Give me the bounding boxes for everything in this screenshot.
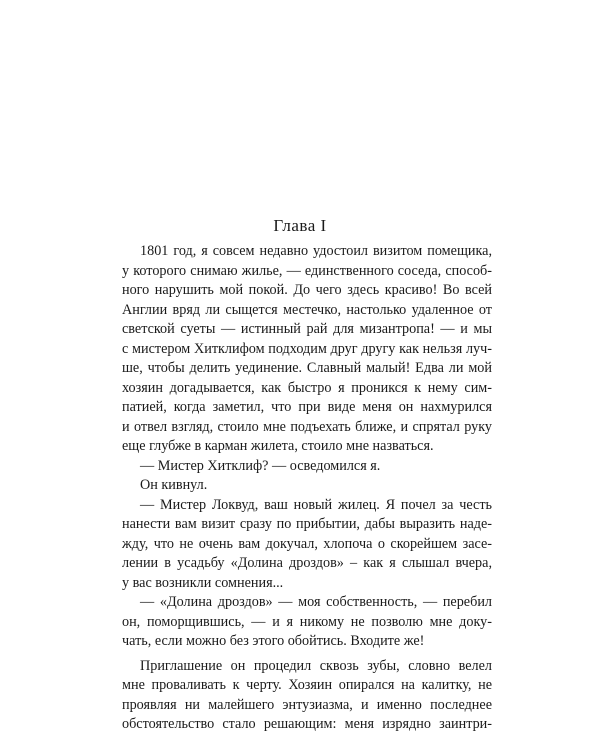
text-line: лении в усадьбу «Долина дроздов» – как я слышал вчера,: [122, 555, 492, 571]
text-line: Приглашение он процедил сквозь зубы, словно велел: [140, 657, 492, 674]
text-line: — «Долина дроздов» — моя собственность, — перебил: [140, 594, 492, 610]
text-line: ного нарушить мой покой. До чего здесь красиво! Во всей: [122, 282, 492, 298]
text-line: Он кивнул.: [140, 477, 208, 493]
text-line: он, поморщившись, — и я никому не позволю мне доку-: [122, 613, 492, 630]
text-line: — Мистер Хитклиф? — осведомился я.: [140, 457, 381, 474]
text-line: светской суеты — истинный рай для мизантропа! — и мы: [122, 321, 492, 337]
chapter-title: Глава I: [273, 216, 327, 235]
text-line: у которого снимаю жилье, — единственного соседа, способ-: [122, 262, 492, 279]
text-line: ше, чтобы делить уединение. Славный малый! Едва ли мой: [122, 360, 492, 376]
paragraph: [104, 476, 492, 496]
paragraph: [104, 496, 492, 594]
text-line: мне проваливать к черту. Хозяин опирался на калитку, не: [122, 677, 492, 693]
text-line: у вас возникли сомнения...: [122, 574, 284, 591]
paragraph: [104, 457, 492, 477]
text-line: чать, если можно без этого обойтись. Входите же!: [122, 633, 425, 649]
text-line: патией, когда заметил, что при виде меня он нахмурился: [122, 399, 492, 415]
text-line: Англии вряд ли сыщется местечко, настолько удаленное от: [122, 301, 492, 318]
paragraph: [104, 593, 492, 652]
text-line: жду, что не очень вам докучал, хлопоча о скорейшем засе-: [122, 535, 492, 552]
text-line: обстоятельство стало решающим: меня изрядно заинтри-: [122, 716, 492, 732]
text-line: проявляя ни малейшего энтузиазма, и именно последнее: [122, 696, 492, 713]
text-line: нанести вам визит сразу по прибытии, дабы выразить наде-: [122, 516, 492, 532]
text-line: 1801 год, я совсем недавно удостоил визитом помещика,: [140, 243, 492, 259]
text-line: хозяин догадывается, как быстро я проникся к нему сим-: [122, 379, 492, 396]
paragraph: [104, 657, 492, 735]
text-line: и отвел взгляд, стоило мне подъехать ближе, и спрятал руку: [122, 418, 492, 435]
text-line: с мистером Хитклифом подходим друг другу как нельзя луч-: [122, 340, 492, 357]
text-line: — Мистер Локвуд, ваш новый жилец. Я почел за честь: [140, 496, 492, 513]
body-text: [104, 242, 492, 735]
paragraph: [104, 242, 492, 457]
text-line: еще глубже в карман жилета, стоило мне назваться.: [122, 438, 434, 454]
